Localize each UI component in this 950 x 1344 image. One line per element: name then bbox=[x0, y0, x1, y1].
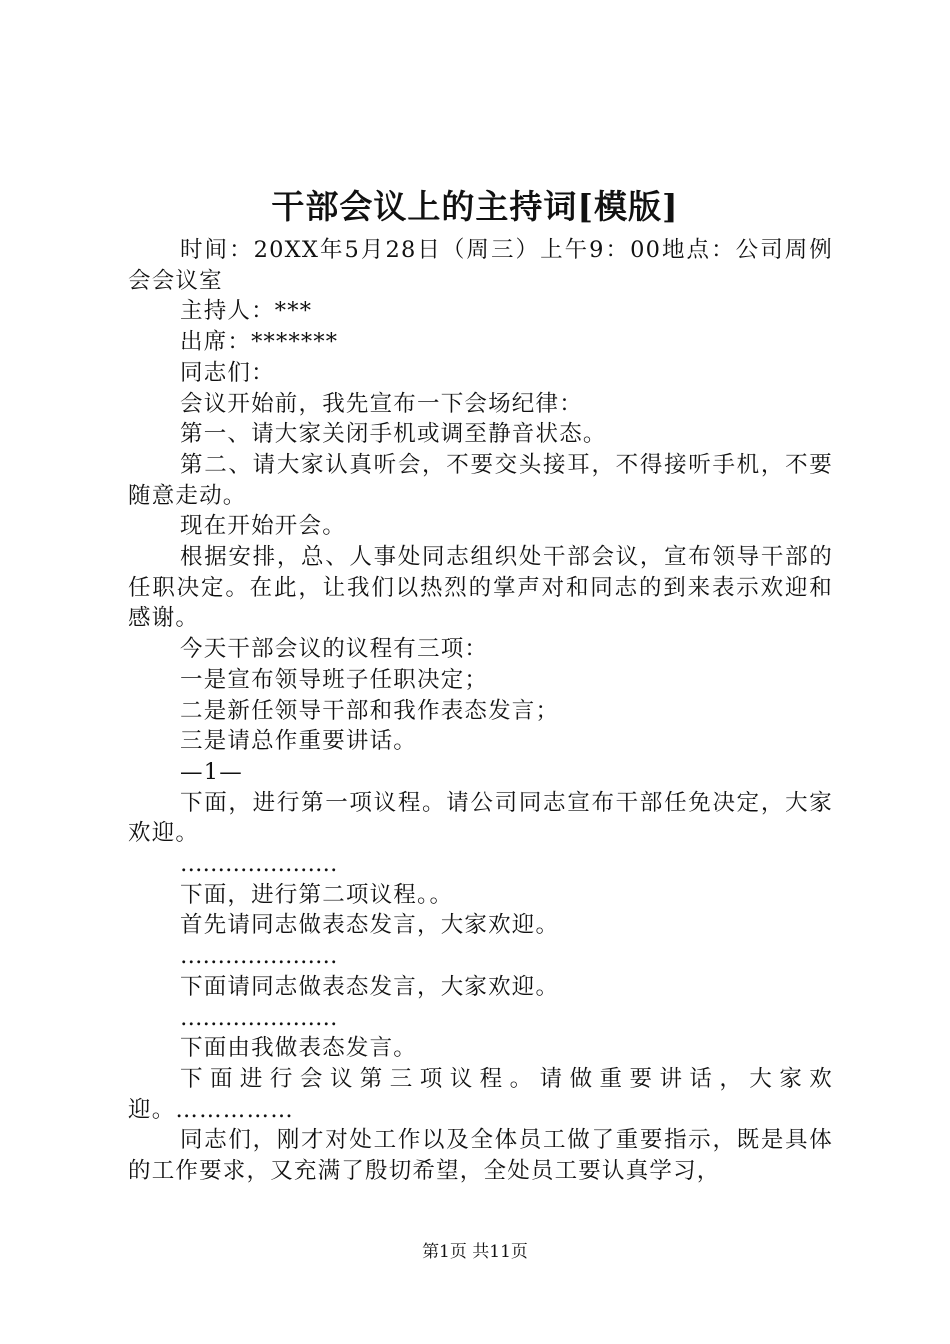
paragraph-agenda-two: 二是新任领导干部和我作表态发言； bbox=[180, 697, 560, 724]
paragraph-host-speech: 下面由我做表态发言。 bbox=[180, 1035, 418, 1062]
paragraph-time-location: 时间：20XX年5月28日（周三）上午9：00地点：公司周例会会议室 bbox=[128, 237, 833, 294]
paragraph-attendees: 出席：******* bbox=[180, 329, 339, 356]
paragraph-rule-one: 第一、请大家关闭手机或调至静音状态。 bbox=[180, 421, 607, 448]
paragraph-closing: 同志们，刚才对处工作以及全体员工做了重要指示，既是具体的工作要求，又充满了殷切希望，全处员工要认真学习， bbox=[128, 1127, 833, 1185]
page-footer: 第1页 共11页 bbox=[422, 1242, 528, 1262]
paragraph-arrangement: 根据安排，总、人事处同志组织处干部会议，宣布领导干部的任职决定。在此，让我们以热烈的掌声对和同志的到来表示欢迎和感谢。 bbox=[128, 544, 833, 632]
paragraph-agenda-intro: 今天干部会议的议程有三项： bbox=[180, 636, 489, 663]
paragraph-discipline-intro: 会议开始前，我先宣布一下会场纪律： bbox=[180, 390, 583, 417]
paragraph-greeting: 同志们： bbox=[180, 359, 275, 386]
paragraph-item-one: 下面，进行第一项议程。请公司同志宣布干部任免决定，大家欢迎。 bbox=[128, 789, 833, 847]
paragraph-rule-two: 第二、请大家认真听会，不要交头接耳，不得接听手机，不要随意走动。 bbox=[128, 451, 833, 509]
paragraph-start: 现在开始开会。 bbox=[180, 513, 346, 540]
paragraph-agenda-three: 三是请总作重要讲话。 bbox=[180, 728, 418, 755]
document-body bbox=[128, 235, 833, 1187]
paragraph-agenda-one: 一是宣布领导班子任职决定； bbox=[180, 666, 489, 693]
paragraph-second-speech: 下面请同志做表态发言，大家欢迎。 bbox=[180, 973, 560, 1000]
paragraph-page-marker: —1— bbox=[180, 758, 243, 785]
paragraph-ellipsis: ………………… bbox=[180, 1004, 338, 1031]
paragraph-item-two: 下面，进行第二项议程。。 bbox=[180, 881, 454, 908]
document-title: 干部会议上的主持词[模版] bbox=[271, 187, 679, 226]
paragraph-host: 主持人：*** bbox=[180, 298, 313, 325]
paragraph-item-three: 下面进行会议第三项议程。请做重要讲话，大家欢迎。…………… bbox=[128, 1065, 833, 1123]
paragraph-ellipsis: ………………… bbox=[180, 851, 338, 878]
paragraph-first-speech: 首先请同志做表态发言，大家欢迎。 bbox=[180, 912, 560, 939]
paragraph-ellipsis: ………………… bbox=[180, 943, 338, 970]
